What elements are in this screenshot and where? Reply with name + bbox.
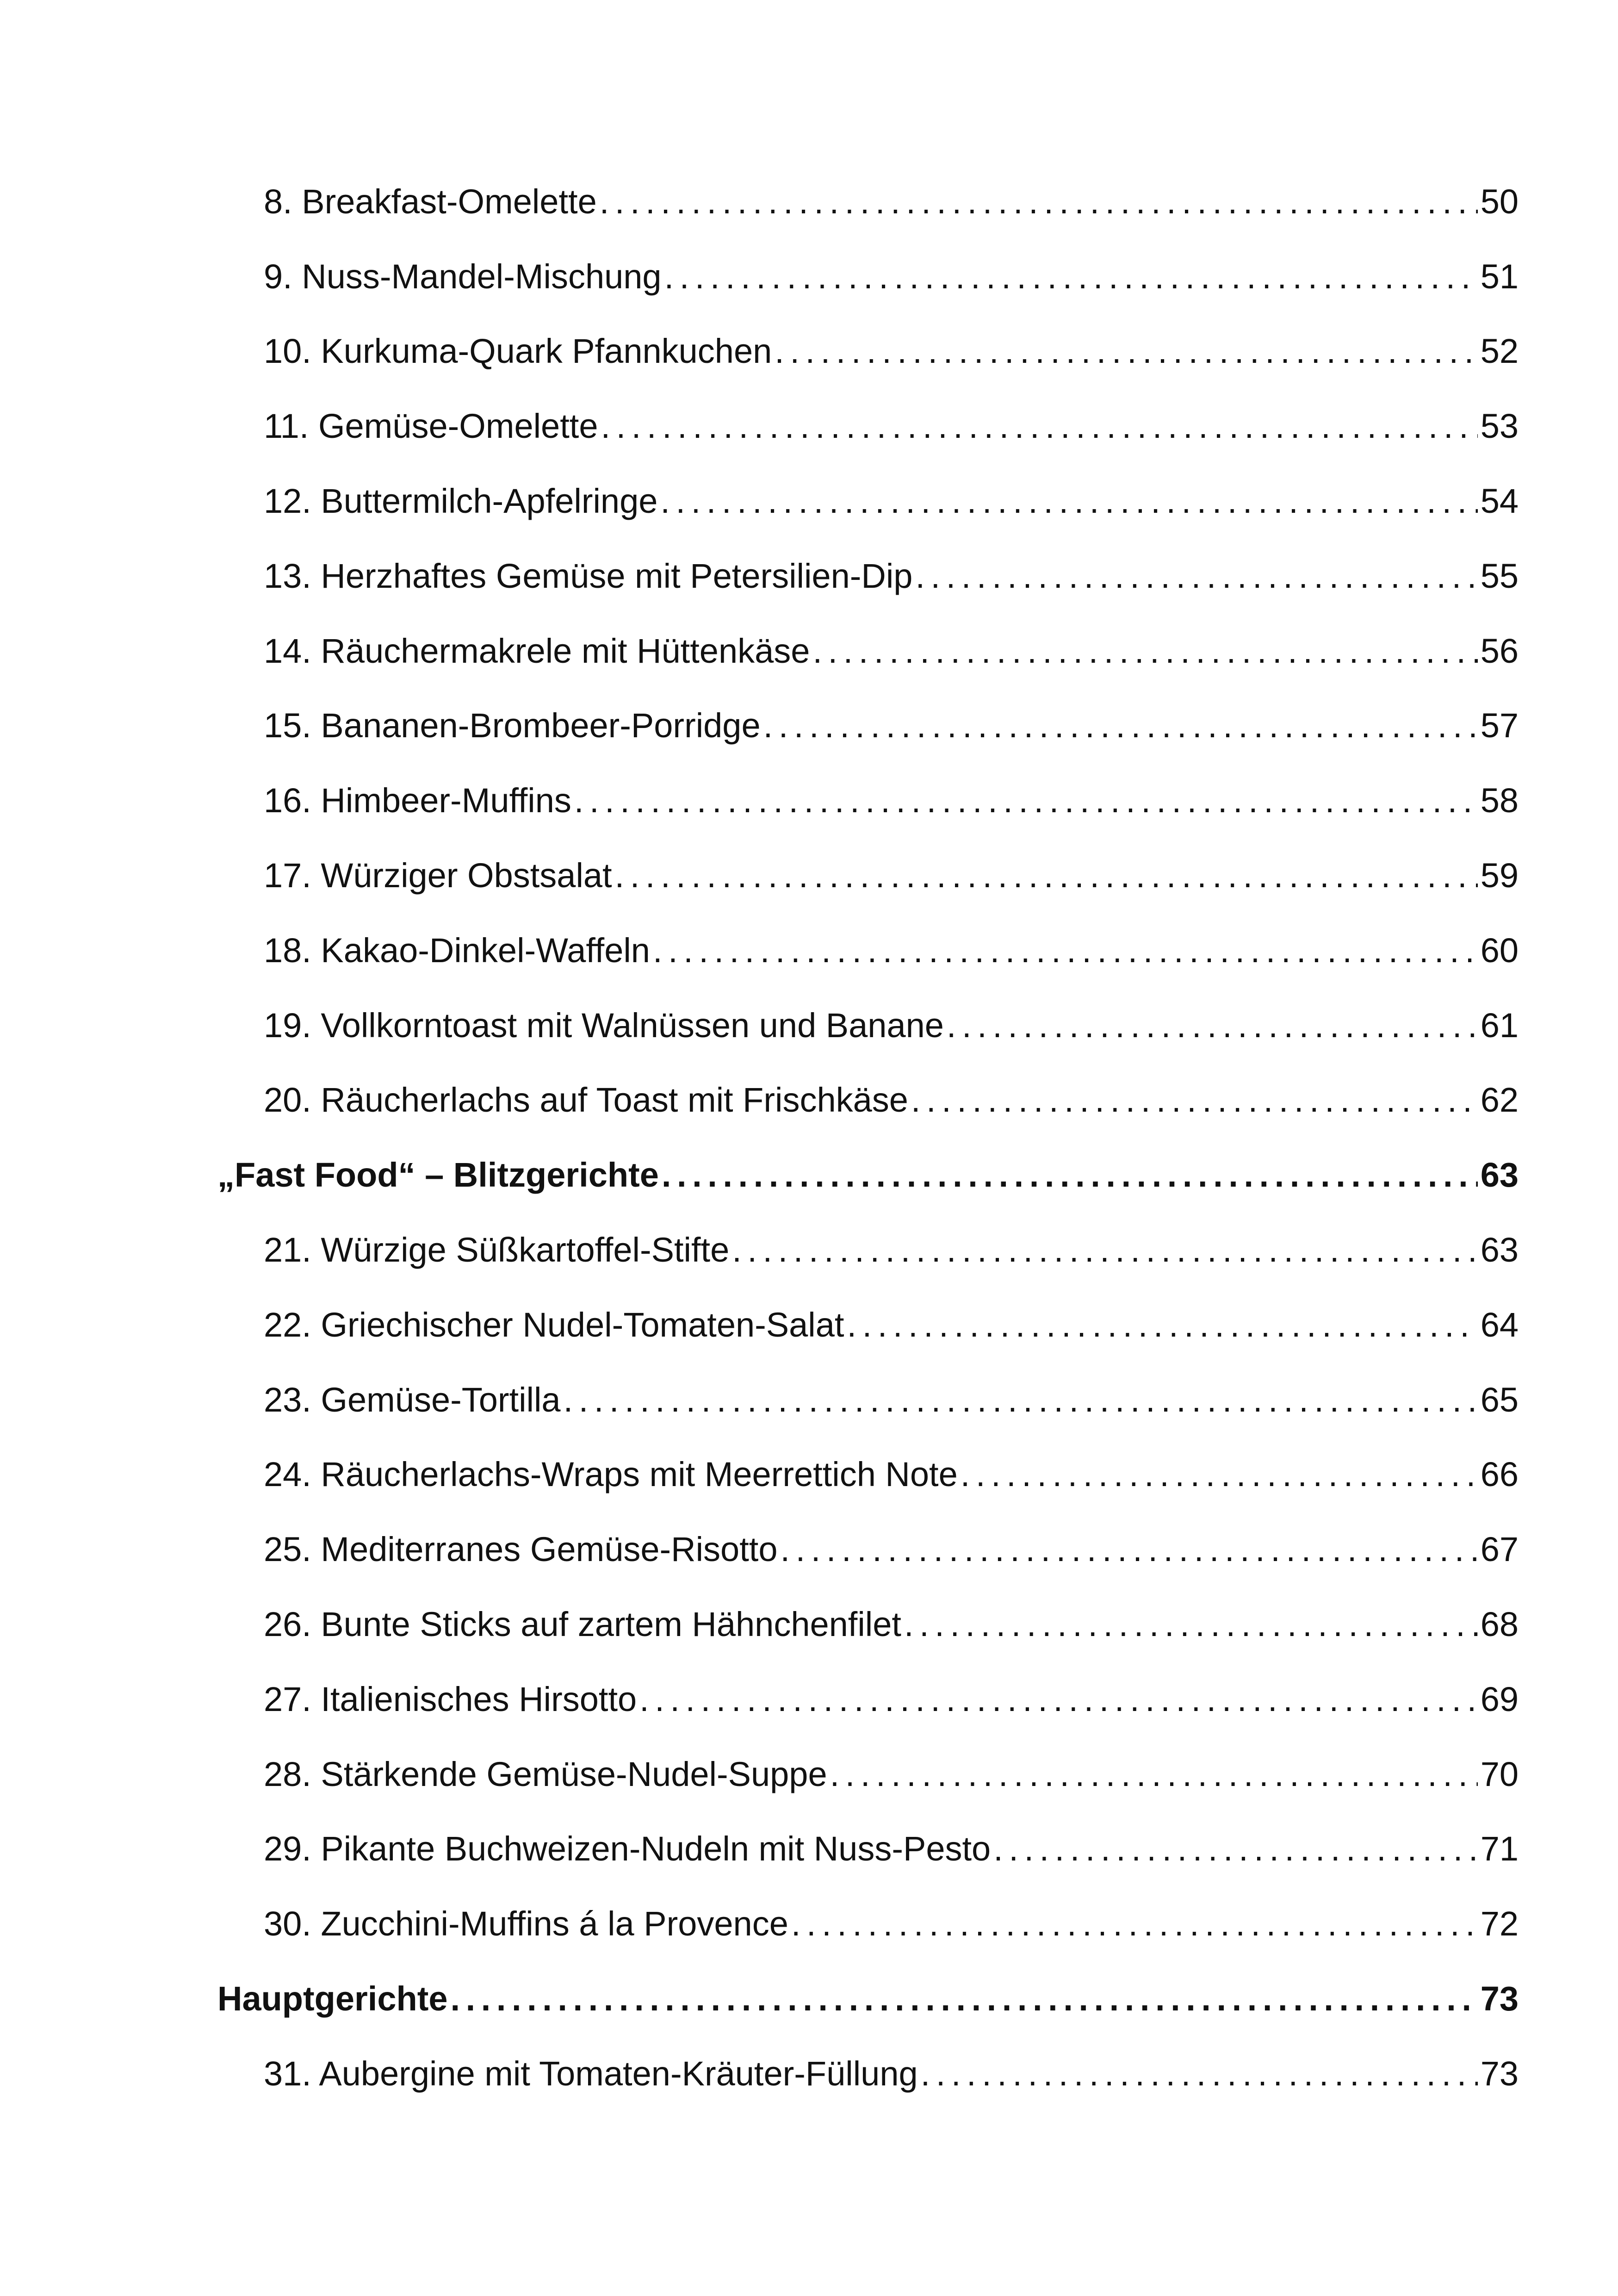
toc-entry-page: 65 [1480,1380,1519,1419]
toc-entry[interactable] [217,1662,1519,1737]
toc-entry[interactable] [217,1812,1519,1887]
toc-entry-page: 73 [1480,2054,1519,2093]
dot-leader [904,1607,1478,1642]
dot-leader [664,260,1478,294]
toc-section-page: 63 [1480,1156,1519,1195]
toc-entry-title: 23. Gemüse-Tortilla [264,1380,561,1419]
dot-leader [732,1233,1477,1267]
toc-entry-page: 68 [1480,1605,1519,1644]
dot-leader [830,1757,1478,1792]
toc-entry[interactable] [217,1886,1519,1961]
toc-entry[interactable] [217,1512,1519,1587]
toc-entry-title: 14. Räuchermakrele mit Hüttenkäse [264,631,810,670]
toc-entry[interactable] [217,314,1519,389]
toc-entry-page: 52 [1480,332,1519,371]
toc-entry-title: 9. Nuss-Mandel-Mischung [264,257,662,296]
toc-entry-page: 53 [1480,407,1519,446]
toc-entry[interactable] [217,1587,1519,1662]
dot-leader [915,559,1477,593]
dot-leader [600,185,1478,219]
toc-entry[interactable] [217,1288,1519,1363]
toc-entry-page: 71 [1480,1829,1519,1868]
toc-entry-page: 62 [1480,1081,1519,1120]
toc-section-title: „Fast Food“ – Blitzgerichte [217,1156,659,1195]
toc-entry-page: 70 [1480,1755,1519,1793]
dot-leader [847,1308,1477,1342]
toc-entry-title: 24. Räucherlachs-Wraps mit Meerrettich Note [264,1455,958,1494]
dot-leader [653,933,1478,968]
toc-entry[interactable] [217,763,1519,838]
toc-entry-title: 22. Griechischer Nudel-Tomaten-Salat [264,1305,844,1344]
dot-leader [451,1982,1478,2016]
toc-entry-title: 12. Buttermilch-Apfelringe [264,482,658,521]
toc-entry-title: 11. Gemüse-Omelette [264,407,598,446]
toc-entry-title: 25. Mediterranes Gemüse-Risotto [264,1530,778,1569]
dot-leader [601,409,1477,443]
toc-entry-title: 26. Bunte Sticks auf zartem Hähnchenfilet [264,1605,901,1644]
toc-entry-title: 20. Räucherlachs auf Toast mit Frischkäse [264,1081,908,1120]
dot-leader [574,784,1478,818]
toc-entry-page: 63 [1480,1231,1519,1269]
dot-leader [812,634,1477,668]
toc-entry[interactable] [217,988,1519,1063]
toc-entry-title: 15. Bananen-Brombeer-Porridge [264,706,761,745]
toc-entry[interactable] [217,913,1519,988]
toc-entry-page: 51 [1480,257,1519,296]
toc-section-hauptgerichte[interactable] [217,1961,1519,2036]
toc-entry[interactable] [217,614,1519,689]
toc-entry[interactable] [217,1063,1519,1138]
toc-entry-page: 57 [1480,706,1519,745]
toc-entry-page: 54 [1480,482,1519,521]
toc-entry-title: 18. Kakao-Dinkel-Waffeln [264,931,650,970]
dot-leader [763,709,1478,743]
toc-entry-page: 69 [1480,1680,1519,1718]
toc-entry-title: 29. Pikante Buchweizen-Nudeln mit Nuss-Pesto [264,1829,991,1868]
toc-entry-page: 61 [1480,1006,1519,1045]
toc-entry[interactable] [217,164,1519,239]
toc-entry-title: 17. Würziger Obstsalat [264,856,612,895]
toc-entry-page: 72 [1480,1904,1519,1943]
toc-section-page: 73 [1480,1979,1519,2018]
toc-entry[interactable] [217,838,1519,913]
toc-section-title: Hauptgerichte [217,1979,448,2018]
toc-entry[interactable] [217,2036,1519,2111]
toc-entry-page: 58 [1480,781,1519,820]
dot-leader [947,1008,1478,1043]
dot-leader [564,1383,1478,1417]
toc-entry-title: 13. Herzhaftes Gemüse mit Petersilien-Dip [264,556,913,595]
toc-entry-page: 64 [1480,1305,1519,1344]
dot-leader [662,1158,1478,1192]
toc-entry[interactable] [217,389,1519,464]
dot-leader [639,1682,1478,1717]
toc-entry-page: 56 [1480,631,1519,670]
toc-section-fast-food[interactable] [217,1138,1519,1213]
toc-entry-title: 28. Stärkende Gemüse-Nudel-Suppe [264,1755,827,1793]
table-of-contents [217,164,1519,2111]
dot-leader [791,1907,1478,1941]
toc-entry[interactable] [217,1437,1519,1512]
toc-entry-page: 66 [1480,1455,1519,1494]
dot-leader [993,1832,1477,1866]
toc-entry-title: 16. Himbeer-Muffins [264,781,571,820]
toc-entry[interactable] [217,464,1519,539]
toc-entry-title: 31. Aubergine mit Tomaten-Kräuter-Füllung [264,2054,918,2093]
toc-entry[interactable] [217,239,1519,314]
toc-entry[interactable] [217,1737,1519,1812]
dot-leader [911,1083,1478,1117]
dot-leader [961,1457,1478,1492]
toc-entry-title: 10. Kurkuma-Quark Pfannkuchen [264,332,772,371]
toc-entry[interactable] [217,1363,1519,1437]
dot-leader [780,1532,1477,1567]
toc-entry-title: 27. Italienisches Hirsotto [264,1680,637,1718]
toc-entry-page: 50 [1480,182,1519,221]
toc-entry[interactable] [217,689,1519,764]
toc-entry[interactable] [217,1213,1519,1288]
toc-entry-title: 8. Breakfast-Omelette [264,182,597,221]
dot-leader [775,334,1477,368]
toc-entry[interactable] [217,539,1519,614]
dot-leader [921,2057,1478,2091]
toc-entry-page: 67 [1480,1530,1519,1569]
dot-leader [660,484,1477,518]
toc-entry-title: 21. Würzige Süßkartoffel-Stifte [264,1231,730,1269]
toc-entry-page: 60 [1480,931,1519,970]
dot-leader [615,859,1478,893]
toc-entry-page: 55 [1480,556,1519,595]
toc-entry-title: 19. Vollkorntoast mit Walnüssen und Banane [264,1006,944,1045]
toc-entry-page: 59 [1480,856,1519,895]
toc-entry-title: 30. Zucchini-Muffins á la Provence [264,1904,788,1943]
